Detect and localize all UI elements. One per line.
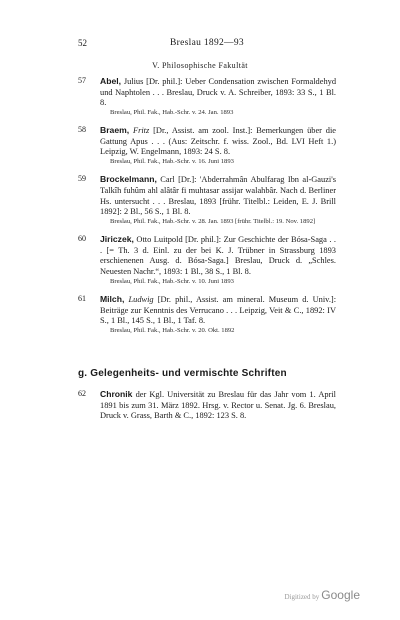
entry-details: [Dr., Assist. am zool. Inst.]: Bemerkungen über die Gattung Apus . . . (Aus: Zeitschr. f. wiss. Zool., Bd. LVI Heft 1.) Leipzig, W. Engelmann, 1893: 24 S. 8. (100, 126, 337, 157)
list-item (0, 174, 400, 226)
entry-text (100, 234, 336, 277)
entry-note: Breslau, Phil. Fak., Hab.-Schr. v. 20. Okt. 1892 (110, 326, 235, 334)
entry-text (100, 125, 336, 158)
list-item (0, 76, 400, 117)
entry-author: Abel, (100, 76, 122, 86)
entry-number: 61 (78, 293, 86, 303)
list-item (0, 234, 400, 286)
entry-details: [Dr. phil., Assist. am mineral. Museum d. Univ.]: Beiträge zur Kenntnis des Verrucano . . . Leipzig, Veit & C., 1892: IV S., 1 Bl., 145 S., 1 Bl., 1 Taf. 8. (100, 294, 337, 326)
entry-number: 62 (78, 389, 86, 398)
list-item (0, 389, 400, 422)
entry-text (100, 294, 336, 327)
entry-details: Julius [Dr. phil.]: Ueber Condensation zwischen Formaldehyd und Naphtolen . . . Breslau, Druck v. A. Schreiber, 1893: 33 S., 1 Bl. 8. (100, 77, 337, 108)
digitization-watermark (284, 588, 360, 602)
entry-details: Otto Luitpold [Dr. phil.]: Zur Geschichte der Bósa-Saga . . . [= Th. 3 d. Einl. zu der bei K. J. Trübner in Strassburg 1893 erschienenen Ausg. d. Bósa-Saga.] Breslau, Druck d. „Schles. Neuesten Nachr.“, 1893: 1 Bl., 38 S., 1 Bl. 8. (100, 235, 336, 276)
entry-note: Breslau, Phil. Fak., Hab.-Schr. v. 16. Juni 1893 (110, 157, 234, 165)
entry-number: 59 (78, 174, 86, 184)
entry-text (100, 174, 336, 217)
entry-author: Jiriczek, (100, 234, 134, 245)
group-heading: g. Gelegenheits- und vermischte Schriften (78, 368, 287, 379)
entry-number: 60 (78, 234, 86, 244)
page-number: 52 (78, 38, 87, 48)
entry-details: Carl [Dr.]: 'Abderrahmân Abulfarag Ibn al-Gauzi's Talkîh fuhûm ahl alâtâr fi muhtasar assijar walahbâr. Nach d. Berliner Hs. untersucht . . . Breslau, 1893 [frühr. Titelbl.: Leiden, E. J. Brill 1892]: 2 Bl., 56 S., 1 Bl. 8. (100, 175, 337, 217)
entry-number: 58 (78, 125, 86, 135)
entry-note: Breslau, Phil. Fak., Hab.-Schr. v. 24. Jan. 1893 (110, 108, 234, 116)
google-logo: Google (321, 588, 360, 602)
entry-author: Chronik (100, 389, 133, 399)
entry-list (0, 76, 400, 343)
entry-text (100, 76, 336, 109)
entry-text (100, 389, 336, 422)
list-item (0, 125, 400, 166)
entry-author: Braem, (100, 125, 130, 136)
running-title: Breslau 1892—93 (170, 38, 244, 48)
entry-author: Brockelmann, (100, 174, 157, 185)
entry-number: 57 (78, 76, 86, 85)
entry-note: Breslau, Phil. Fak., Hab.-Schr. v. 28. Jan. 1893 [frühr. Titelbl.: 19. Nov. 1892] (110, 217, 316, 225)
entry-author: Milch, (100, 293, 125, 304)
entry-note: Breslau, Phil. Fak., Hab.-Schr. v. 10. Juni 1893 (110, 277, 234, 285)
list-item (0, 294, 400, 335)
entry-details: der Kgl. Universität zu Breslau für das Jahr vom 1. April 1891 bis zum 31. März 1892. Hrsg. v. Rector u. Senat. Jg. 6. Breslau, Druck v. Grass, Barth & C., 1892: 123 S. 8. (100, 390, 336, 421)
entry-first-name: Fritz (132, 126, 150, 136)
watermark-prefix: Digitized by (284, 593, 320, 601)
entry-first-name: Ludwig (128, 294, 154, 304)
section-title: V. Philosophische Fakultät (152, 61, 248, 70)
running-head (78, 38, 336, 50)
